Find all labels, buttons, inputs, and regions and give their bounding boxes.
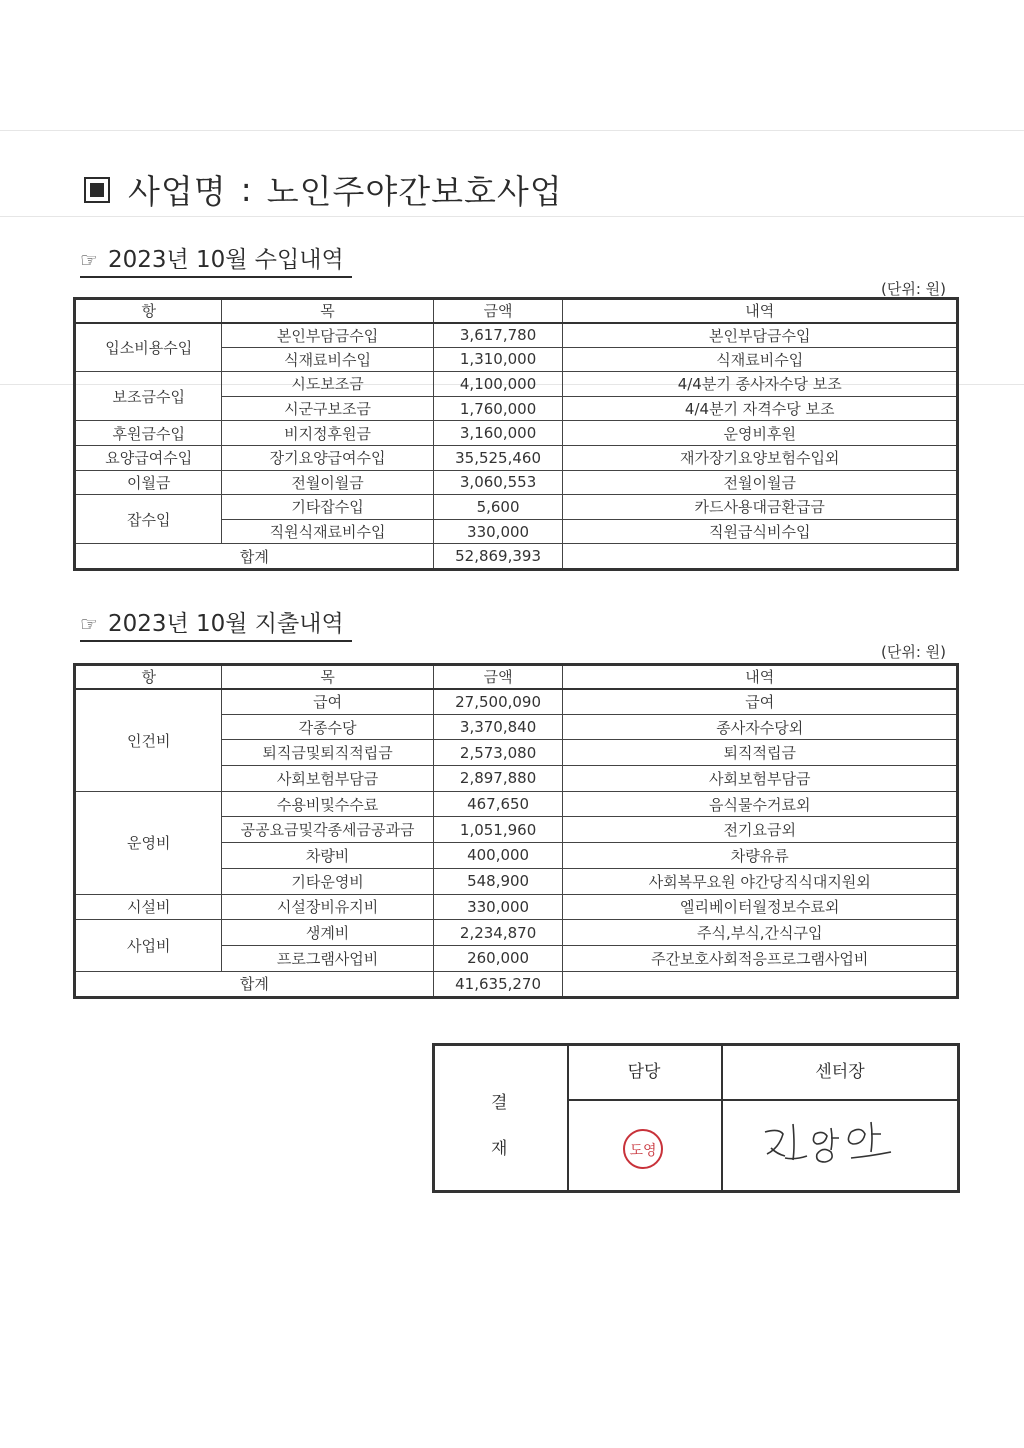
detail-cell: 직원급식비수입 xyxy=(563,519,958,544)
amount-cell: 3,160,000 xyxy=(433,421,563,446)
table-row xyxy=(75,323,958,348)
director-signature xyxy=(755,1114,905,1174)
amount-cell: 27,500,090 xyxy=(433,689,563,715)
category-cell: 입소비용수입 xyxy=(75,323,222,372)
item-cell: 비지정후원금 xyxy=(222,421,433,446)
amount-cell: 260,000 xyxy=(433,945,563,971)
detail-cell: 재가장기요양보험수입외 xyxy=(563,445,958,470)
item-cell: 퇴직금및퇴직적립금 xyxy=(222,740,433,766)
category-cell: 운영비 xyxy=(75,791,222,894)
item-cell: 직원식재료비수입 xyxy=(222,519,433,544)
approval-label-bottom: 재 xyxy=(491,1139,508,1159)
income-table xyxy=(73,297,959,571)
square-bullet-icon xyxy=(84,177,110,203)
expense-table xyxy=(73,663,959,999)
column-header: 금액 xyxy=(433,299,563,323)
table-row xyxy=(75,372,958,397)
amount-cell: 330,000 xyxy=(433,519,563,544)
item-cell: 시설장비유지비 xyxy=(222,894,433,920)
detail-cell: 전기요금외 xyxy=(563,817,958,843)
approval-col-director: 센터장 xyxy=(723,1046,957,1101)
detail-cell: 사회보험부담금 xyxy=(563,766,958,792)
income-unit: (단위: 원) xyxy=(881,280,946,298)
category-cell: 보조금수입 xyxy=(75,372,222,421)
category-cell: 잡수입 xyxy=(75,495,222,544)
detail-cell: 4/4분기 자격수당 보조 xyxy=(563,396,958,421)
item-cell: 본인부담금수입 xyxy=(222,323,433,348)
category-cell: 후원금수입 xyxy=(75,421,222,446)
title-label: 사업명 xyxy=(128,172,227,211)
table-row xyxy=(75,791,958,817)
approval-label-cell xyxy=(435,1046,569,1190)
total-detail-empty xyxy=(563,544,958,570)
total-amount: 52,869,393 xyxy=(433,544,563,570)
amount-cell: 5,600 xyxy=(433,495,563,520)
pointing-hand-icon: ☞ xyxy=(80,612,98,636)
detail-cell: 사회복무요원 야간당직식대지원외 xyxy=(563,868,958,894)
detail-cell: 4/4분기 종사자수당 보조 xyxy=(563,372,958,397)
detail-cell: 본인부담금수입 xyxy=(563,323,958,348)
item-cell: 시군구보조금 xyxy=(222,396,433,421)
category-cell: 사업비 xyxy=(75,920,222,971)
amount-cell: 1,051,960 xyxy=(433,817,563,843)
category-cell: 인건비 xyxy=(75,689,222,792)
title-separator: : xyxy=(240,170,253,209)
category-cell: 요양급여수입 xyxy=(75,445,222,470)
amount-cell: 2,897,880 xyxy=(433,766,563,792)
approval-box xyxy=(432,1043,960,1193)
item-cell: 시도보조금 xyxy=(222,372,433,397)
detail-cell: 주간보호사회적응프로그램사업비 xyxy=(563,945,958,971)
column-header: 항 xyxy=(75,665,222,689)
amount-cell: 2,573,080 xyxy=(433,740,563,766)
item-cell: 생계비 xyxy=(222,920,433,946)
table-row xyxy=(75,920,958,946)
detail-cell: 카드사용대금환급금 xyxy=(563,495,958,520)
total-detail-empty xyxy=(563,971,958,997)
table-row xyxy=(75,689,958,715)
detail-cell: 엘리베이터월정보수료외 xyxy=(563,894,958,920)
detail-cell: 종사자수당외 xyxy=(563,714,958,740)
amount-cell: 4,100,000 xyxy=(433,372,563,397)
detail-cell: 식재료비수입 xyxy=(563,347,958,372)
amount-cell: 330,000 xyxy=(433,894,563,920)
table-row xyxy=(75,894,958,920)
column-header: 금액 xyxy=(433,665,563,689)
item-cell: 기타잡수입 xyxy=(222,495,433,520)
amount-cell: 3,060,553 xyxy=(433,470,563,495)
column-header: 목 xyxy=(222,299,433,323)
amount-cell: 3,617,780 xyxy=(433,323,563,348)
item-cell: 식재료비수입 xyxy=(222,347,433,372)
item-cell: 장기요양급여수입 xyxy=(222,445,433,470)
category-cell: 이월금 xyxy=(75,470,222,495)
approval-label-top: 결 xyxy=(491,1093,508,1113)
table-row xyxy=(75,470,958,495)
amount-cell: 1,310,000 xyxy=(433,347,563,372)
total-row xyxy=(75,971,958,997)
detail-cell: 주식,부식,간식구입 xyxy=(563,920,958,946)
income-heading: ☞ 2023년 10월 수입내역 xyxy=(80,241,352,278)
total-label: 합계 xyxy=(75,971,434,997)
detail-cell: 음식물수거료외 xyxy=(563,791,958,817)
approval-col-staff: 담당 xyxy=(567,1046,723,1101)
category-cell: 시설비 xyxy=(75,894,222,920)
column-header: 항 xyxy=(75,299,222,323)
expense-heading: ☞ 2023년 10월 지출내역 xyxy=(80,605,352,642)
column-header: 내역 xyxy=(563,299,958,323)
amount-cell: 3,370,840 xyxy=(433,714,563,740)
item-cell: 기타운영비 xyxy=(222,868,433,894)
item-cell: 각종수당 xyxy=(222,714,433,740)
table-row xyxy=(75,445,958,470)
detail-cell: 운영비후원 xyxy=(563,421,958,446)
page-title xyxy=(84,166,563,213)
table-header-row xyxy=(75,665,958,689)
red-seal-stamp xyxy=(620,1126,666,1172)
expense-unit: (단위: 원) xyxy=(881,643,946,661)
item-cell: 프로그램사업비 xyxy=(222,945,433,971)
pointing-hand-icon: ☞ xyxy=(80,248,98,272)
column-header: 목 xyxy=(222,665,433,689)
item-cell: 차량비 xyxy=(222,843,433,869)
svg-text:도영: 도영 xyxy=(629,1143,657,1159)
detail-cell: 퇴직적립금 xyxy=(563,740,958,766)
amount-cell: 1,760,000 xyxy=(433,396,563,421)
item-cell: 공공요금및각종세금공과금 xyxy=(222,817,433,843)
amount-cell: 467,650 xyxy=(433,791,563,817)
item-cell: 전월이월금 xyxy=(222,470,433,495)
item-cell: 수용비및수수료 xyxy=(222,791,433,817)
item-cell: 급여 xyxy=(222,689,433,715)
amount-cell: 400,000 xyxy=(433,843,563,869)
table-row xyxy=(75,495,958,520)
column-header: 내역 xyxy=(563,665,958,689)
amount-cell: 35,525,460 xyxy=(433,445,563,470)
table-header-row xyxy=(75,299,958,323)
total-amount: 41,635,270 xyxy=(433,971,563,997)
detail-cell: 전월이월금 xyxy=(563,470,958,495)
item-cell: 사회보험부담금 xyxy=(222,766,433,792)
amount-cell: 2,234,870 xyxy=(433,920,563,946)
table-row xyxy=(75,421,958,446)
title-value: 노인주야간보호사업 xyxy=(266,172,563,211)
detail-cell: 급여 xyxy=(563,689,958,715)
total-row xyxy=(75,544,958,570)
total-label: 합계 xyxy=(75,544,434,570)
detail-cell: 차량유류 xyxy=(563,843,958,869)
amount-cell: 548,900 xyxy=(433,868,563,894)
